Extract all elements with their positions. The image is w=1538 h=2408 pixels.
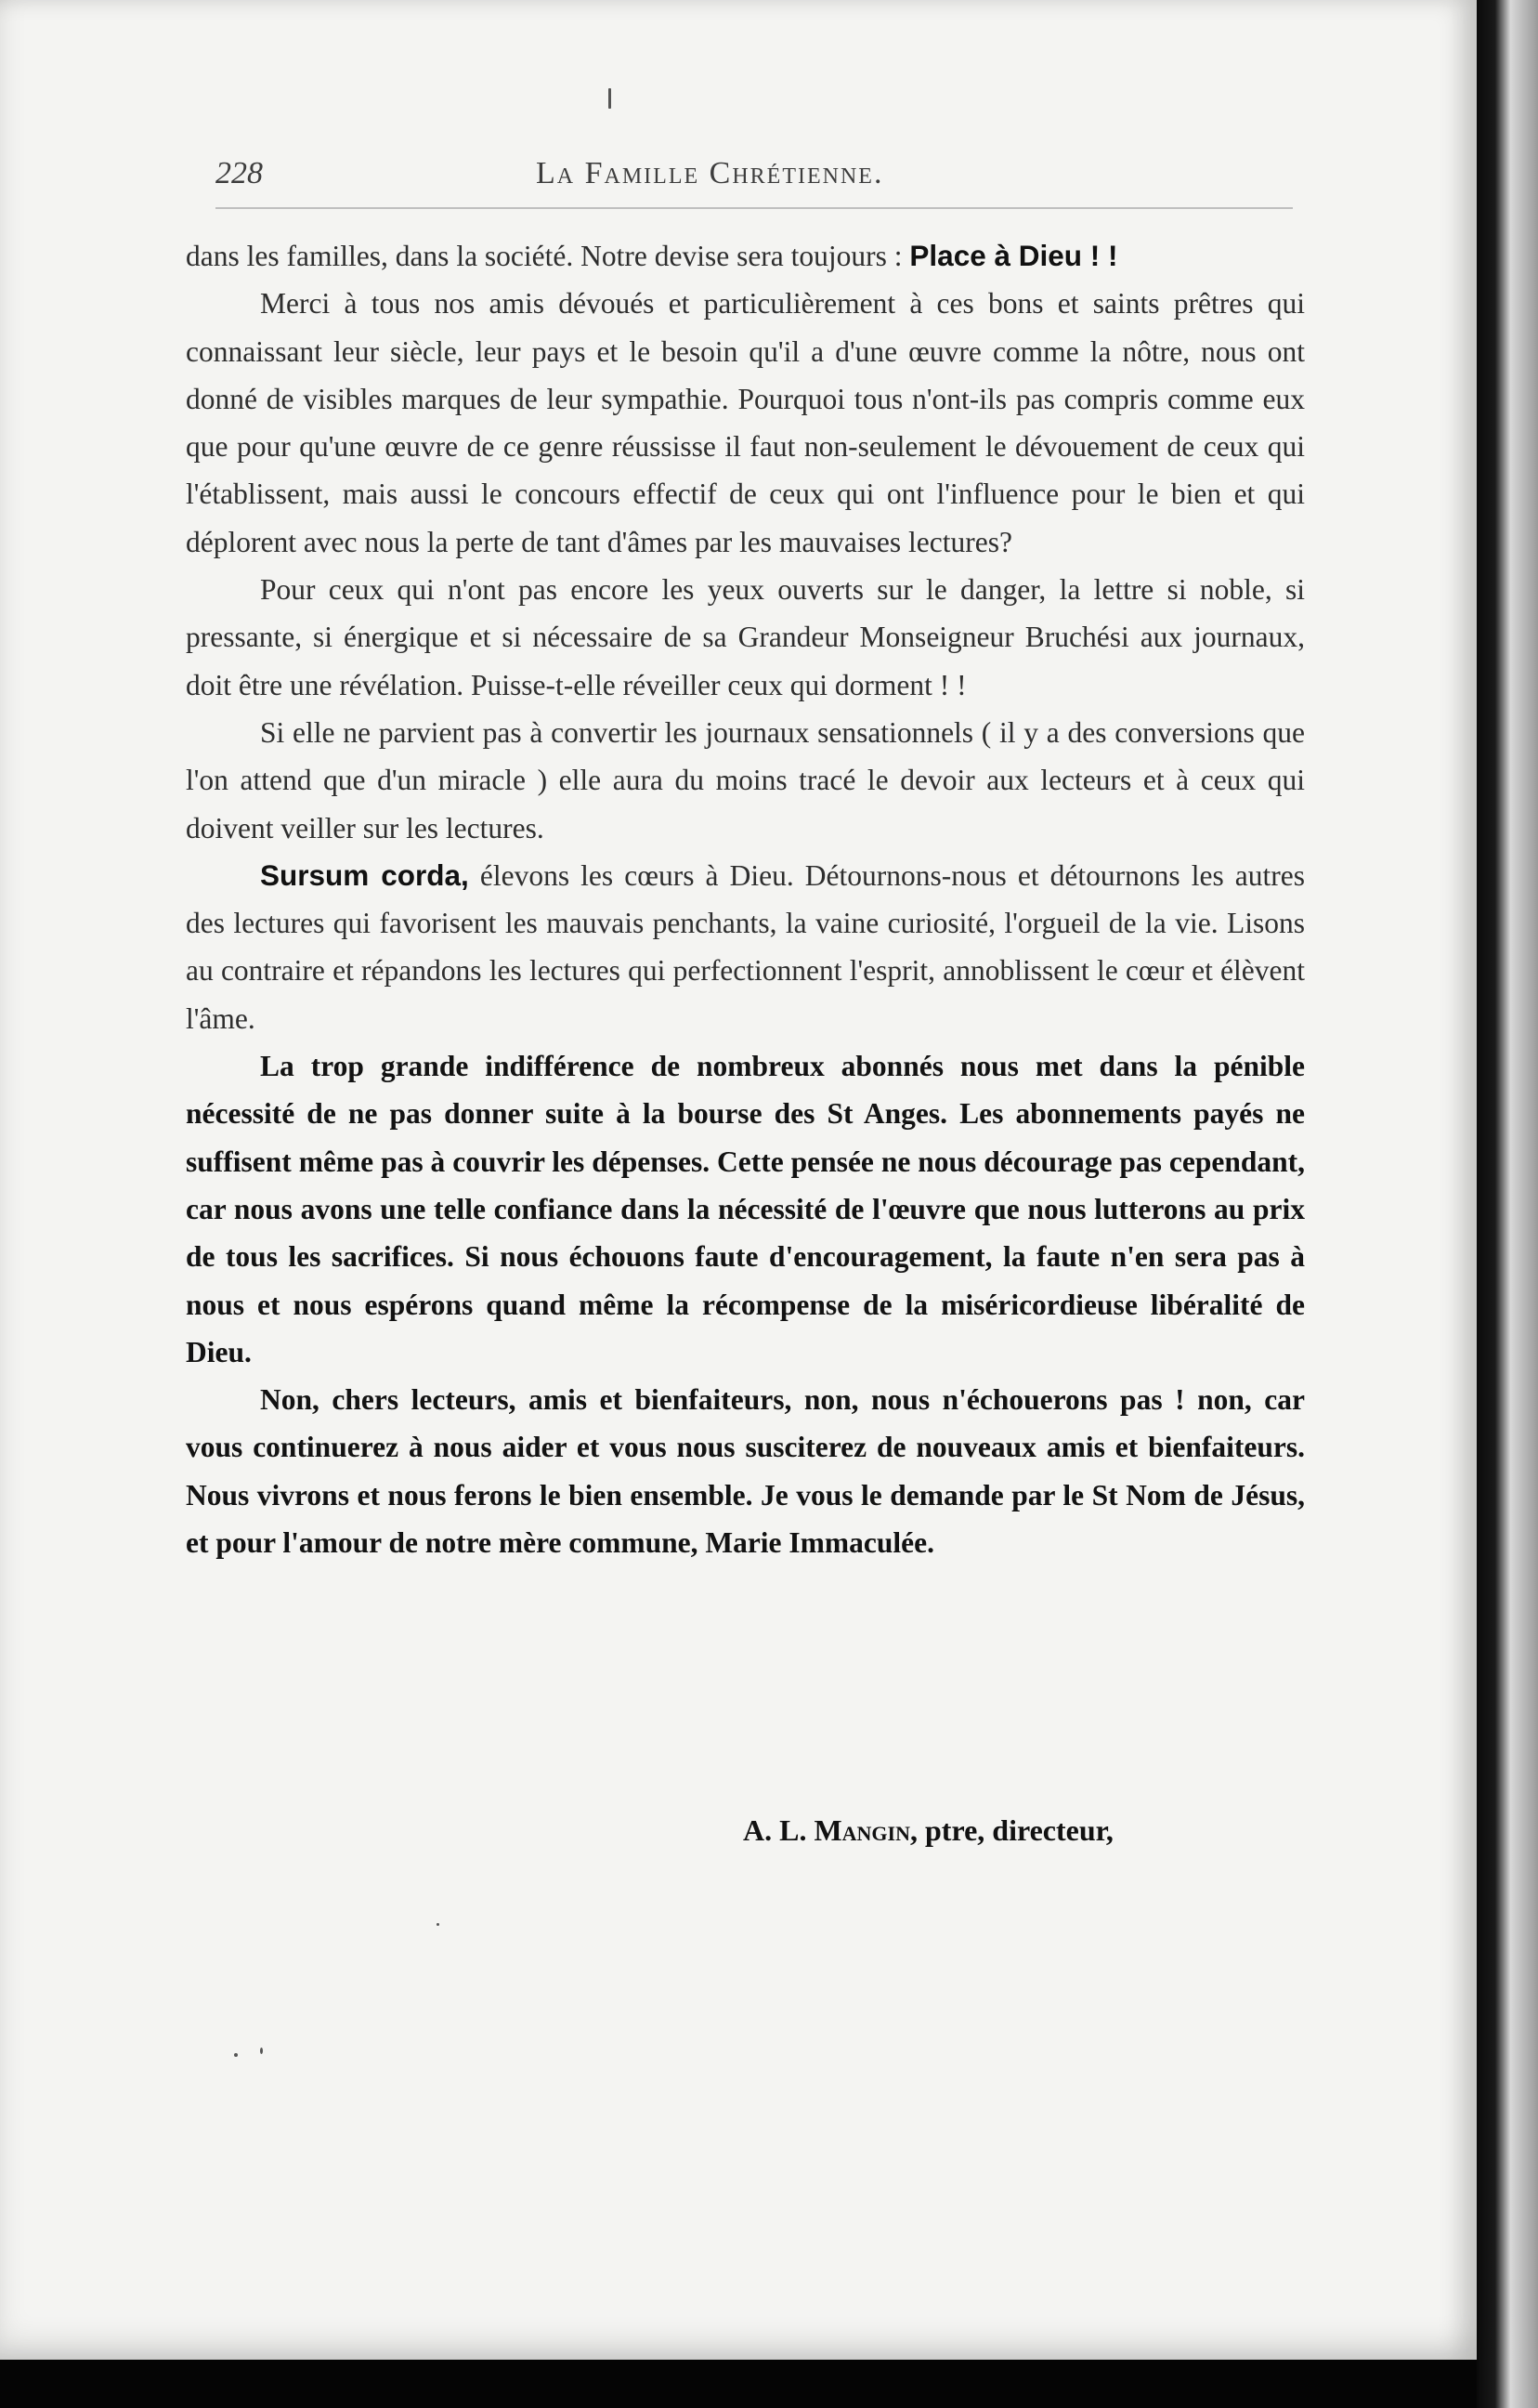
ink-speck: [260, 2048, 263, 2054]
paragraph-6: La trop grande indifférence de nombreux abonnés nous met dans la pénible nécessité de ne pas donner suite à la bourse des St Anges. Les abonnements payés ne suffisent même pas à couvrir les dépenses. Cette pensée ne nous décourage pas cependant, car nous avons une telle confiance dans la nécessité de l'œuvre que nous lutterons au prix de tous les sacrifices. Si nous échouons faute d'encouragement, la faute n'en sera pas à nous et nous espérons quand même la récompense de la miséricordieuse libéralité de Dieu.: [186, 1050, 1305, 1368]
paragraph-1-text: dans les familles, dans la société. Notre devise sera toujours :: [186, 240, 910, 272]
paragraph-3: Pour ceux qui n'ont pas encore les yeux ouverts sur le danger, la lettre si noble, si pressante, si énergique et si nécessaire de sa Grandeur Monseigneur Bruchési aux journaux, doit être une révélation. Puisse-t-elle réveiller ceux qui dorment ! !: [186, 573, 1305, 701]
paragraph-5-text: élevons les cœurs à Dieu. Détournons-nous et détournons les autres des lectures qui favorisent les mauvais penchants, la vaine curiosité, l'orgueil de la vie. Lisons au contraire et répandons les lectures qui perfectionnent l'esprit, annoblissent le cœur et élèvent l'âme.: [186, 858, 1306, 1035]
header-rule: [215, 207, 1293, 209]
ink-speck: [234, 2053, 238, 2057]
paragraph-5: [186, 852, 1305, 1042]
page-edge-shadow: [1477, 0, 1538, 2408]
paragraph-4: Si elle ne parvient pas à convertir les journaux sensationnels ( il y a des conversions que l'on attend que d'un miracle ) elle aura du moins tracé le devoir aux lecteurs et à ceux qui doivent veiller sur les lectures.: [186, 715, 1305, 844]
paragraph-5-emphasis: Sursum corda,: [260, 857, 469, 892]
signature-initials: A. L.: [743, 1813, 807, 1847]
paragraph-7: Non, chers lecteurs, amis et bienfaiteurs, non, nous n'échouerons pas ! non, car vous continuerez à nous aider et vous nous susciterez de nouveaux amis et bienfaiteurs. Nous vivrons et nous ferons le bien ensemble. Je vous le demande par le St Nom de Jésus, et pour l'amour de notre mère commune, Marie Immaculée.: [186, 1383, 1305, 1560]
signature-title: , ptre, directeur,: [910, 1813, 1114, 1847]
paragraph-2: Merci à tous nos amis dévoués et particulièrement à ces bons et saints prêtres qui connaissant leur siècle, leur pays et le besoin qu'il a d'une œuvre comme la nôtre, nous ont donné de visibles marques de leur sympathie. Pourquoi tous n'ont-ils pas compris comme eux que pour qu'une œuvre de ce genre réussisse il faut non-seulement le dévouement de ceux qui l'établissent, mais aussi le concours effectif de ceux qui ont l'influence pour le bien et qui déplorent avec nous la perte de tant d'âmes par les mauvaises lectures?: [186, 287, 1305, 558]
paragraph-1: [186, 232, 1305, 280]
signature: [743, 1813, 1114, 1848]
page-header: [215, 156, 1293, 193]
running-head: La Famille Chrétienne.: [536, 156, 884, 190]
paragraph-1-emphasis: Place à Dieu ! !: [909, 239, 1118, 272]
ink-speck: [608, 88, 611, 109]
page-number: 228: [215, 156, 263, 190]
body-text: [186, 232, 1305, 1566]
signature-name: Mangin: [814, 1813, 910, 1847]
ink-speck: [437, 1923, 439, 1926]
